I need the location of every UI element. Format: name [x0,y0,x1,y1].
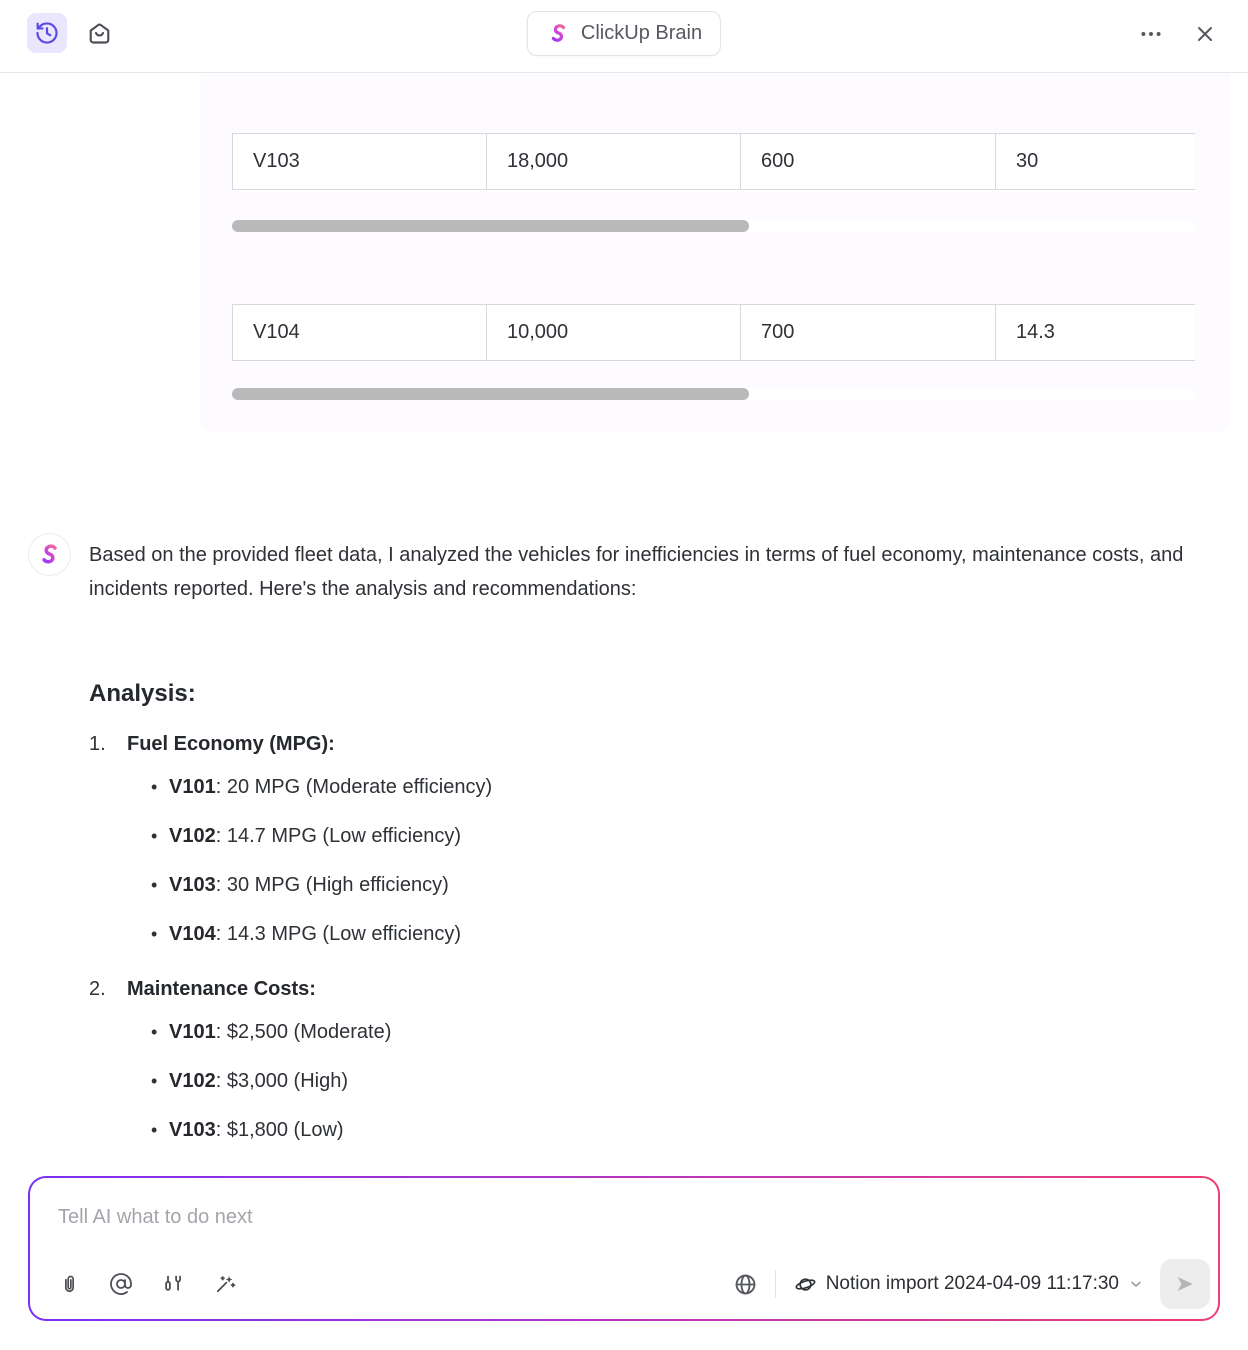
ai-composer [28,1176,1220,1321]
mention-button[interactable] [108,1271,134,1297]
document-preview [200,74,1230,433]
bullet-icon: • [151,924,158,944]
bullet-icon: • [151,826,158,846]
planet-icon [794,1273,817,1296]
context-label: Notion import 2024-04-09 11:17:30 [825,1273,1119,1294]
paperclip-icon [58,1273,81,1296]
analysis-list [89,732,1189,1167]
table-cell: 600 [741,134,996,190]
table-cell: V104 [233,305,487,361]
list-item: • V103: $1,800 (Low) [151,1119,344,1141]
fleet-table-row-v103[interactable] [232,133,1195,191]
table-cell: V103 [233,134,487,190]
send-button[interactable] [1160,1259,1210,1309]
magic-wand-button[interactable] [212,1271,238,1297]
chevron-down-icon [1128,1276,1144,1292]
scrollbar-thumb[interactable] [232,388,749,400]
history-button[interactable] [27,13,67,53]
close-icon [1193,22,1217,46]
brain-title-pill[interactable] [527,11,721,56]
table-cell: 10,000 [487,305,741,361]
table-cell: 700 [741,305,996,361]
horizontal-scrollbar [232,388,1195,400]
bullet-icon: • [151,1022,158,1042]
list-number: 2. [89,978,106,1000]
ai-message-intro: Based on the provided fleet data, I analyzed the vehicles for inefficiencies in terms of fuel economy, maintenance costs, and incidents reported. Here's the analysis and recommendations: [89,544,1184,600]
scrollbar-thumb[interactable] [232,220,749,232]
list-item: • V101: $2,500 (Moderate) [151,1021,392,1043]
page-title: ClickUp Brain [580,22,703,44]
divider [775,1270,776,1298]
web-search-button[interactable] [733,1271,759,1297]
tools-button[interactable] [160,1271,186,1297]
home-icon [86,20,113,47]
clickup-brain-logo-icon [36,541,63,568]
list-item: • V102: 14.7 MPG (Low efficiency) [151,825,462,847]
tools-icon [161,1272,185,1296]
ai-prompt-input[interactable] [58,1202,1190,1232]
analysis-heading: Analysis: [89,680,196,707]
magic-wand-icon [213,1272,237,1296]
send-icon [1173,1272,1197,1296]
home-button[interactable] [79,13,119,53]
list-item: • V104: 14.3 MPG (Low efficiency) [151,923,462,945]
list-number: 1. [89,733,106,755]
context-selector[interactable] [794,1273,1144,1296]
horizontal-scrollbar [232,220,1195,232]
close-button[interactable] [1188,17,1222,51]
ai-avatar [28,533,71,576]
table-cell: 18,000 [487,134,741,190]
list-item: • V102: $3,000 (High) [151,1070,349,1092]
at-sign-icon [109,1272,133,1296]
header-bar [0,0,1248,73]
globe-icon [733,1272,758,1297]
history-icon [34,20,60,46]
bullet-icon: • [151,1071,158,1091]
fleet-table-row-v104[interactable] [232,304,1195,362]
list-section-title: 1. Fuel Economy (MPG): [89,733,335,755]
attach-button[interactable] [56,1271,82,1297]
table-cell: 30 [996,134,1196,190]
list-section-title: 2. Maintenance Costs: [89,978,316,1000]
more-options-button[interactable] [1134,17,1168,51]
table-row [232,133,1195,190]
bullet-icon: • [151,875,158,895]
bullet-icon: • [151,777,158,797]
list-item: • V103: 30 MPG (High efficiency) [151,874,449,896]
clickup-brain-logo-icon [546,21,571,46]
bullet-icon: • [151,1120,158,1140]
table-row [232,304,1195,361]
ellipsis-icon [1138,21,1164,47]
list-item: • V101: 20 MPG (Moderate efficiency) [151,776,493,798]
table-cell: 14.3 [996,305,1196,361]
